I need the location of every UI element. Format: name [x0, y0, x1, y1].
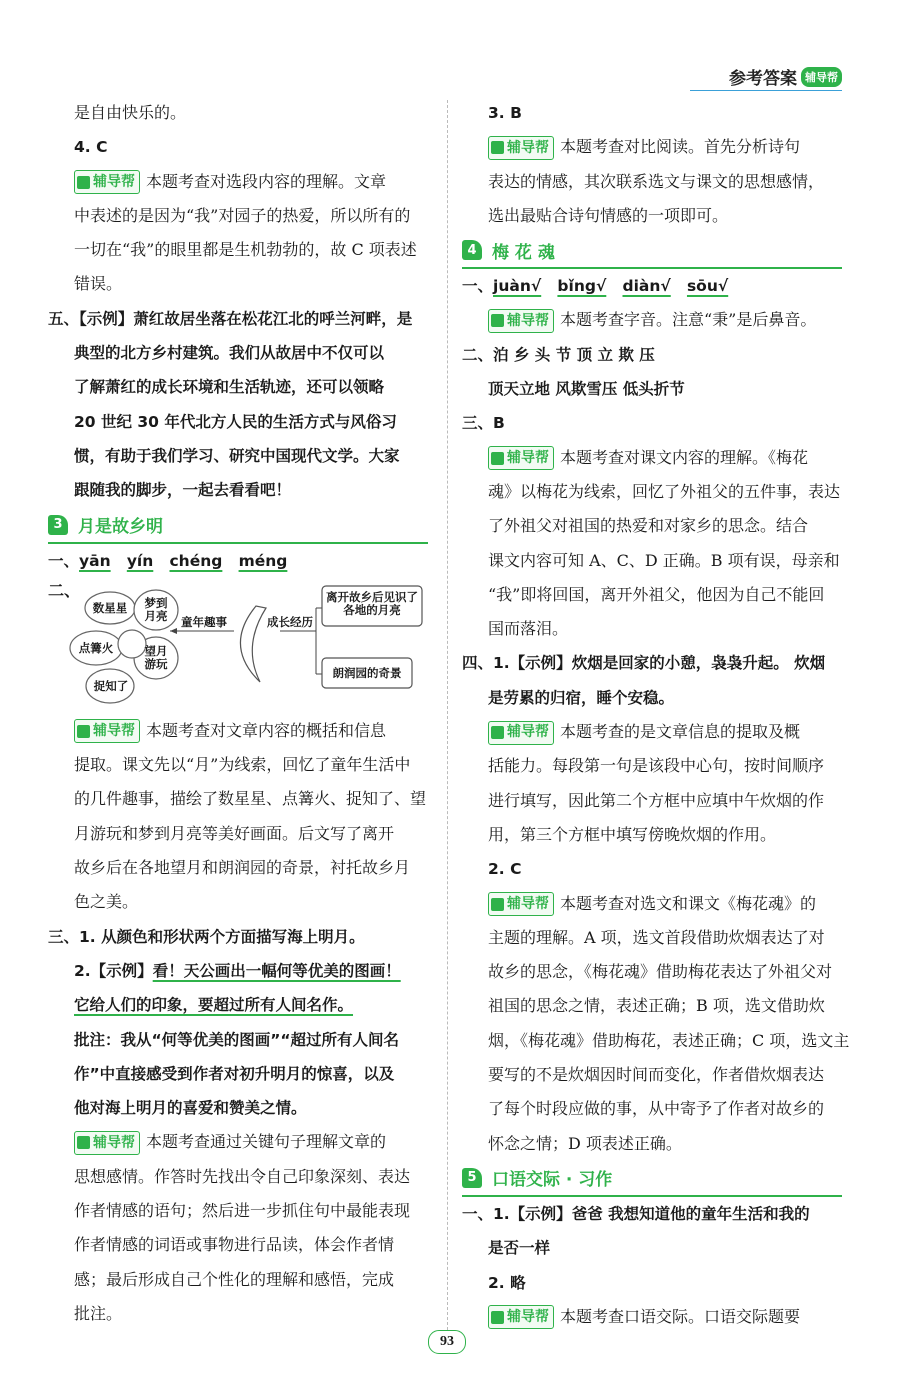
childhood-label: 童年趣事	[181, 614, 227, 629]
text-line: 是自由快乐的。	[74, 103, 187, 122]
fudaobang-tag: 辅导帮	[488, 1305, 554, 1329]
text-line: 批注。	[74, 1303, 123, 1323]
text-line: 感；最后形成自己个性化的理解和感悟，完成	[74, 1269, 395, 1289]
answer-line: 典型的北方乡村建筑。我们从故居中不仅可以	[74, 344, 385, 363]
mind-map	[48, 578, 428, 714]
fudaobang-tag: 辅导帮	[488, 892, 554, 916]
text-line: 故乡的思念，《梅花魂》借助梅花表达了外祖父对	[488, 962, 833, 982]
text-line: 作者情感的语句；然后进一步抓住句中最能表现	[74, 1201, 411, 1221]
answer-line: 2. C	[488, 860, 522, 879]
answer-line: 20 世纪 30 年代北方人民的生活方式与风俗习	[74, 412, 397, 431]
left-column	[48, 96, 428, 1331]
tag-icon	[77, 725, 90, 738]
page-number: 93	[428, 1330, 466, 1354]
explain-line: 辅导帮 本题考查字音。注意“秉”是后鼻音。	[462, 303, 842, 337]
header-badge: 辅导帮	[801, 67, 842, 87]
text-line: 祖国的思念之情，表述正确；B 项，选文借助炊	[488, 996, 825, 1016]
answer-line: 4. C	[74, 138, 108, 157]
text-line: 主题的理解。A 项，选文首段借助炊烟表达了对	[488, 927, 825, 947]
fudaobang-tag: 辅导帮	[488, 446, 554, 470]
fudaobang-tag: 辅导帮	[488, 136, 554, 160]
explain-line: 辅导帮 本题考查对课文内容的理解。《梅花	[462, 441, 842, 475]
box-text-1: 离开故乡后见识了各地的月亮	[326, 589, 418, 617]
flower-petal: 数星星	[92, 600, 128, 615]
text-line: 国而落泪。	[488, 619, 569, 639]
text-line: 故乡后在各地望月和朗润园的奇景，衬托故乡月	[74, 858, 411, 878]
box-text-2: 朗润园的奇景	[332, 665, 402, 680]
section-title: 月是故乡明	[78, 517, 163, 538]
section-number: 4	[462, 240, 482, 260]
answer-line: 2. 略	[488, 1273, 526, 1292]
section-header-5	[462, 1161, 842, 1197]
answer-line: 四、1.【示例】炊烟是回家的小憩，袅袅升起。 炊烟	[462, 654, 826, 673]
header-title: 参考答案	[729, 69, 797, 89]
text-line: 色之美。	[74, 892, 139, 912]
text-line: 括能力。每段第一句是该段中心句，按时间顺序	[488, 756, 825, 776]
flower-petal: 捉知了	[93, 678, 129, 693]
explain-line: 辅导帮 本题考查口语交际。口语交际题要	[462, 1300, 842, 1334]
text-line: 选出最贴合诗句情感的一项即可。	[488, 205, 729, 225]
answer-line: 惯，有助于我们学习、研究中国现代文学。大家	[74, 446, 400, 465]
section-number: 3	[48, 515, 68, 535]
explain-line: 辅导帮 本题考查通过关键句子理解文章的	[48, 1125, 428, 1159]
explain-line: 辅导帮 本题考查对选段内容的理解。文章	[48, 165, 428, 199]
text-line: 表达的情感，其次联系选文与课文的思想感情，	[488, 171, 825, 191]
tag-icon	[491, 452, 504, 465]
text-line: 错误。	[74, 274, 123, 294]
right-column	[462, 96, 850, 1334]
page-header	[729, 64, 842, 89]
text-line: 怀念之情；D 项表述正确。	[488, 1133, 682, 1153]
text-line: 魂》以梅花为线索，回忆了外祖父的五件事，表达	[488, 481, 841, 501]
header-rule	[690, 90, 842, 91]
fudaobang-tag: 辅导帮	[74, 719, 140, 743]
answer-line: 一、juàn√ bǐng√ diàn√ sōu√	[462, 277, 729, 296]
section-header-4	[462, 233, 842, 269]
text-line: 进行填写，因此第二个方框中应填中午炊烟的作	[488, 790, 825, 810]
answer-line: 2.【示例】看！天公画出一幅何等优美的图画！	[74, 961, 401, 980]
explain-line: 辅导帮 本题考查对文章内容的概括和信息	[48, 714, 428, 748]
tag-icon	[77, 1136, 90, 1149]
answer-line: 是劳累的归宿，睡个安稳。	[488, 688, 675, 707]
tag-icon	[491, 314, 504, 327]
text-line: 月游玩和梦到月亮等美好画面。后文写了离开	[74, 823, 395, 843]
text-line: 作者情感的词语或事物进行品读，体会作者情	[74, 1235, 395, 1255]
flower-petal: 望月游玩	[144, 643, 168, 671]
answer-line: 五、【示例】萧红故居坐落在松花江北的呼兰河畔，是	[48, 309, 413, 328]
explain-line: 辅导帮 本题考查对比阅读。首先分析诗句	[462, 130, 842, 164]
answer-line: 了解萧红的成长环境和生活轨迹，还可以领略	[74, 378, 385, 397]
tag-icon	[77, 176, 90, 189]
text-line: 思想感情。作答时先找出令自己印象深刻、表达	[74, 1166, 411, 1186]
fudaobang-tag: 辅导帮	[74, 170, 140, 194]
flower-petal: 点篝火	[78, 640, 114, 655]
text-line: “我”即将回国，离开外祖父，他因为自己不能回	[488, 584, 825, 604]
tag-icon	[491, 726, 504, 739]
answer-line: 是否一样	[488, 1239, 551, 1258]
text-line: 了每个时段应做的事，从中寄予了作者对故乡的	[488, 1099, 825, 1119]
section-title: 梅 花 魂	[492, 242, 555, 263]
text-line: 的几件趣事，描绘了数星星、点篝火、捉知了、望	[74, 789, 427, 809]
text-line: 烟，《梅花魂》借助梅花，表述正确；C 项，选文主	[488, 1030, 850, 1050]
answer-line: 一、1.【示例】爸爸 我想知道他的童年生活和我的	[462, 1204, 810, 1223]
tag-icon	[491, 1311, 504, 1324]
fudaobang-tag: 辅导帮	[74, 1131, 140, 1155]
text-line: 要写的不是炊烟因时间而变化，作者借炊烟表达	[488, 1065, 825, 1085]
answer-line: 它给人们的印象，要超过所有人间名作。	[74, 996, 354, 1015]
fudaobang-tag: 辅导帮	[488, 309, 554, 333]
explain-line: 辅导帮 本题考查对选文和课文《梅花魂》的	[462, 887, 842, 921]
section-header-3	[48, 508, 428, 544]
text-line: 一切在“我”的眼里都是生机勃勃的，故 C 项表述	[74, 240, 417, 260]
tag-icon	[491, 141, 504, 154]
answer-line: 他对海上明月的喜爱和赞美之情。	[74, 1099, 307, 1118]
answer-line: 三、B	[462, 414, 505, 433]
answer-line: 三、1. 从颜色和形状两个方面描写海上明月。	[48, 927, 365, 946]
column-divider	[447, 100, 448, 1330]
growth-label: 成长经历	[267, 614, 313, 629]
explain-line: 辅导帮 本题考查的是文章信息的提取及概	[462, 715, 842, 749]
text-line: 提取。课文先以“月”为线索，回忆了童年生活中	[74, 755, 411, 775]
diagram-prefix: 二、	[48, 580, 81, 600]
answer-line: 作”中直接感受到作者对初升明月的惊喜，以及	[74, 1064, 395, 1083]
answer-line: 顶天立地 风欺雪压 低头折节	[488, 380, 685, 399]
tag-icon	[491, 898, 504, 911]
answer-line: 二、泊 乡 头 节 顶 立 欺 压	[462, 345, 655, 364]
flower-petal: 梦到月亮	[144, 595, 168, 623]
answer-line: 跟随我的脚步，一起去看看吧！	[74, 481, 292, 500]
section-title: 口语交际 · 习作	[492, 1170, 613, 1191]
answer-line: 批注：我从“何等优美的图画”“超过所有人间名	[74, 1030, 400, 1049]
answer-line: 一、yān yín chéng méng	[48, 551, 288, 570]
text-line: 课文内容可知 A、C、D 正确。B 项有误，母亲和	[488, 550, 840, 570]
text-line: 用，第三个方框中填写傍晚炊烟的作用。	[488, 824, 777, 844]
answer-line: 3. B	[488, 104, 522, 122]
section-number: 5	[462, 1168, 482, 1188]
fudaobang-tag: 辅导帮	[488, 721, 554, 745]
text-line: 了外祖父对祖国的热爱和对家乡的思念。结合	[488, 516, 809, 536]
text-line: 中表述的是因为“我”对园子的热爱，所以所有的	[74, 205, 411, 225]
